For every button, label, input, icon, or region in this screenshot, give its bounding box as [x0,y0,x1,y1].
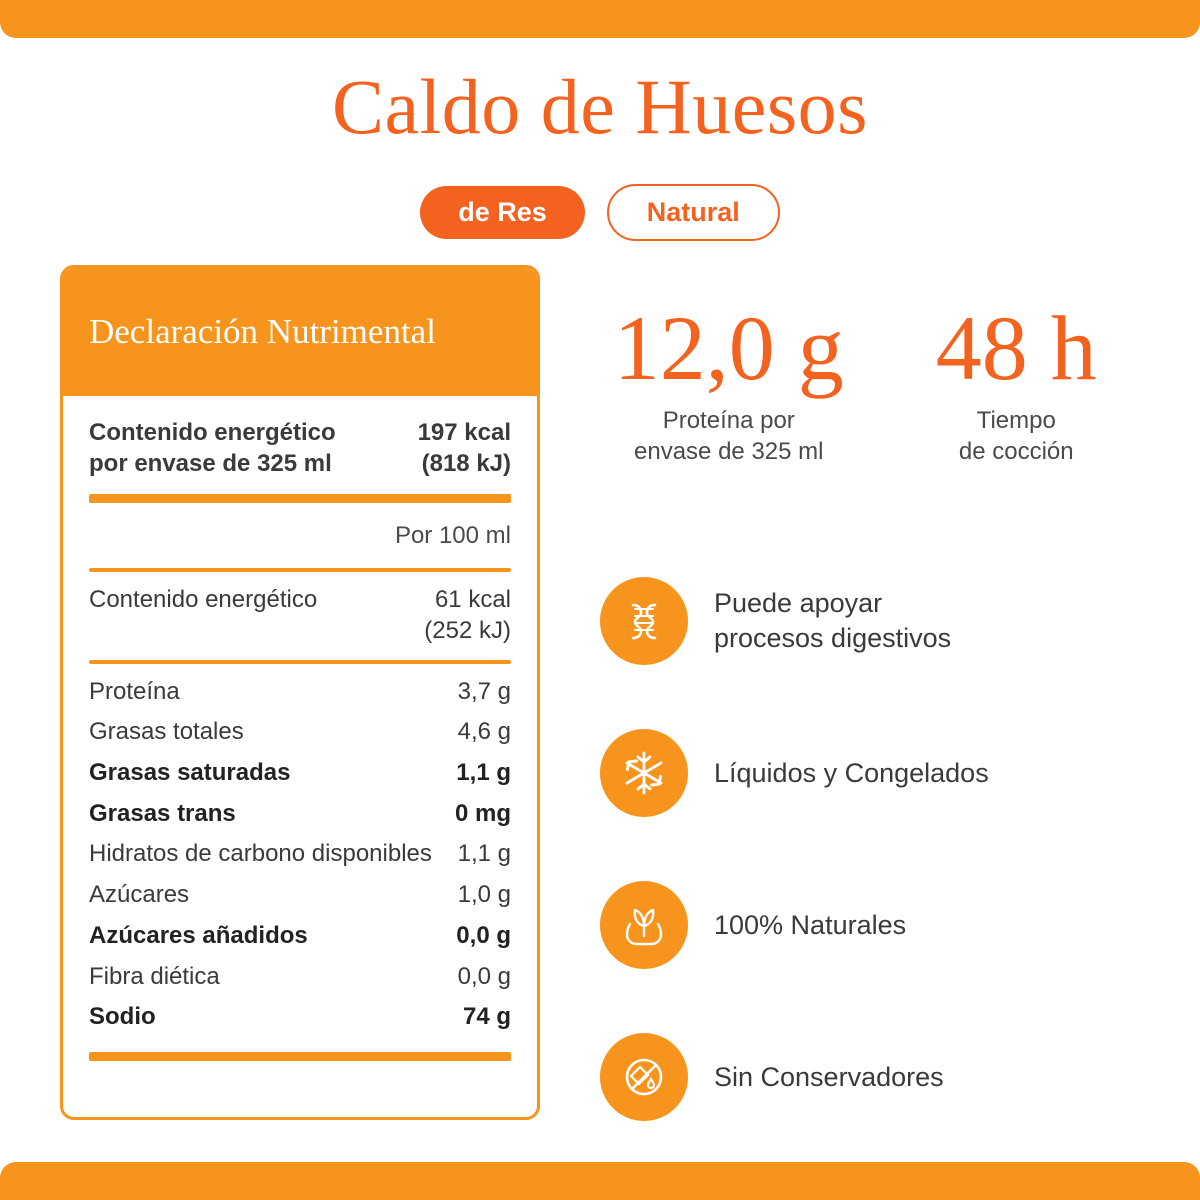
feature-text-line1: Puede apoyar [714,588,883,619]
feature-text [714,586,951,655]
nutrition-panel-title: Declaración Nutrimental [89,312,436,351]
feature-text-line1: 100% Naturales [714,909,907,940]
nutrient-value: 1,1 g [456,759,511,787]
badge-natural: Natural [607,184,780,241]
divider-thick-1 [89,494,511,503]
nutrient-label: Hidratos de carbono disponibles [89,840,432,868]
table-row [89,957,511,998]
energy-per-package-value [418,418,511,479]
energy-per-package-label-line2: por envase de 325 ml [89,449,332,477]
table-row [89,916,511,957]
list-item [600,545,1180,697]
feature-text-line2: procesos digestivos [714,623,952,653]
nutrient-label: Grasas totales [89,718,244,746]
table-row [89,834,511,875]
nutrient-label: Grasas trans [89,799,236,827]
energy-per-package-row [89,410,511,484]
per-100ml-header: Por 100 ml [394,522,511,550]
nutrient-value: 0,0 g [457,962,511,990]
energy-per-package-label [89,418,336,479]
stat-protein [585,297,873,467]
nutrient-value: 0 mg [454,799,511,827]
table-row [89,794,511,835]
nutrient-label: Fibra diética [89,962,220,990]
energy-per-100ml-label: Contenido energético [89,586,318,614]
nutrient-label: Azúcares añadidos [89,921,308,949]
nutrient-value: 1,1 g [457,840,511,868]
nutrient-label: Azúcares [89,881,190,909]
feature-list [600,545,1180,1153]
energy-per-100ml-kcal: 61 kcal [434,586,511,614]
feature-text-line1: Sin Conservadores [714,1061,944,1092]
table-row [89,753,511,794]
list-item [600,1001,1180,1153]
energy-per-package-label-line1: Contenido energético [89,419,336,446]
divider-thin-1 [89,568,511,572]
stat-cooking-time-caption-line1: Tiempo [976,406,1056,434]
table-row [89,997,511,1038]
stat-protein-value: 12,0 g [613,297,844,399]
feature-text-line1: Líquidos y Congelados [714,757,989,788]
nutrient-value: 1,0 g [457,881,511,909]
nutrient-value: 74 g [462,1003,511,1031]
no-dropper-icon [600,1033,688,1121]
stat-cooking-time [873,297,1161,467]
nutrient-label: Grasas saturadas [89,759,291,787]
nutrient-value: 3,7 g [457,677,511,705]
feature-text [714,756,989,791]
per-100ml-header-row [89,513,511,560]
stat-cooking-time-caption [873,405,1161,467]
feature-text [714,1060,944,1095]
divider-thick-2 [89,1052,511,1061]
highlight-stats [585,297,1160,467]
bottom-accent-bar [0,1162,1200,1200]
top-accent-bar [0,0,1200,38]
table-row [89,672,511,713]
stat-cooking-time-caption-line2: de cocción [958,437,1074,465]
feature-text [714,908,906,943]
nutrition-panel-header [63,268,537,396]
list-item [600,697,1180,849]
stat-protein-caption [585,405,873,467]
table-row [89,712,511,753]
nutrient-label: Proteína [89,677,180,705]
page-title: Caldo de Huesos [331,63,869,150]
nutrient-value: 4,6 g [457,718,511,746]
table-row [89,875,511,916]
energy-per-package-kj: (818 kJ) [421,449,511,477]
energy-per-100ml-kj: (252 kJ) [424,616,511,644]
energy-per-100ml-row [89,580,511,651]
energy-per-package-kcal: 197 kcal [417,419,511,446]
nutrient-label: Sodio [89,1003,156,1031]
stat-protein-caption-line2: envase de 325 ml [634,437,824,465]
list-item [600,849,1180,1001]
nutrition-panel-body [63,396,537,1061]
intestine-icon [600,577,688,665]
badge-variant: de Res [420,186,585,239]
snowflake-icon [600,729,688,817]
stat-cooking-time-value: 48 h [935,297,1097,399]
energy-per-100ml-value [424,585,511,646]
badge-group [0,184,1200,241]
nutrient-value: 0,0 g [456,921,511,949]
stat-protein-caption-line1: Proteína por [662,406,795,434]
divider-thin-2 [89,660,511,664]
leaf-in-hands-icon [600,881,688,969]
nutrition-panel [60,265,540,1120]
